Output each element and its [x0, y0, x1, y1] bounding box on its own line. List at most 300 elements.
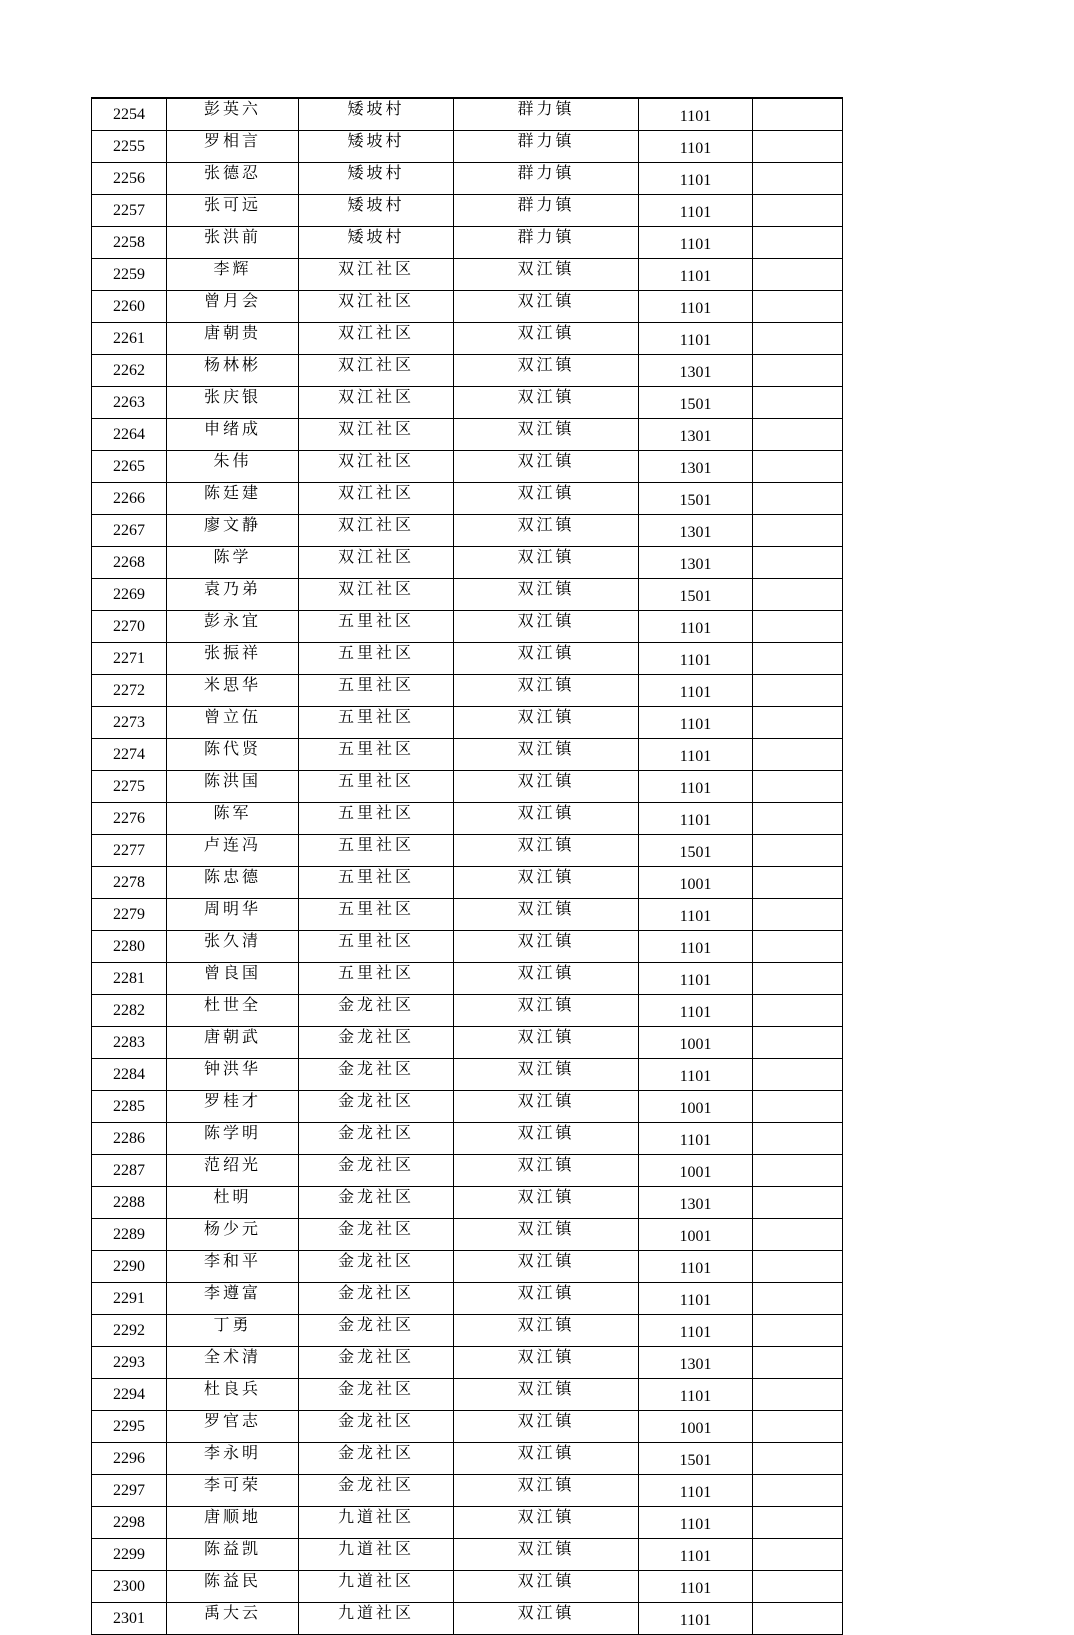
town-cell: 双江镇 [454, 1539, 639, 1571]
note-cell [753, 803, 843, 835]
table-row [92, 1251, 843, 1283]
town-cell: 双江镇 [454, 547, 639, 579]
name-cell: 陈廷建 [167, 483, 299, 515]
town-cell: 双江镇 [454, 1507, 639, 1539]
town-cell: 双江镇 [454, 643, 639, 675]
name-cell: 唐朝贵 [167, 323, 299, 355]
name-cell: 李可荣 [167, 1475, 299, 1507]
town-cell: 双江镇 [454, 355, 639, 387]
name-cell: 杨林彬 [167, 355, 299, 387]
table-row [92, 451, 843, 483]
note-cell [753, 771, 843, 803]
note-cell [753, 963, 843, 995]
village-cell: 九道社区 [299, 1603, 454, 1635]
town-cell: 双江镇 [454, 707, 639, 739]
town-cell: 双江镇 [454, 1219, 639, 1251]
row-number-cell: 2292 [92, 1315, 167, 1347]
code-cell: 1001 [639, 1027, 753, 1059]
code-cell: 1301 [639, 451, 753, 483]
table-row [92, 611, 843, 643]
village-cell: 矮坡村 [299, 195, 454, 227]
village-cell: 双江社区 [299, 579, 454, 611]
note-cell [753, 483, 843, 515]
village-cell: 矮坡村 [299, 131, 454, 163]
name-cell: 罗桂才 [167, 1091, 299, 1123]
town-cell: 双江镇 [454, 1251, 639, 1283]
village-cell: 金龙社区 [299, 1475, 454, 1507]
row-number-cell: 2294 [92, 1379, 167, 1411]
code-cell: 1101 [639, 675, 753, 707]
village-cell: 矮坡村 [299, 163, 454, 195]
note-cell [753, 1283, 843, 1315]
row-number-cell: 2285 [92, 1091, 167, 1123]
name-cell: 张振祥 [167, 643, 299, 675]
name-cell: 李遵富 [167, 1283, 299, 1315]
row-number-cell: 2258 [92, 227, 167, 259]
name-cell: 张可远 [167, 195, 299, 227]
town-cell: 群力镇 [454, 131, 639, 163]
town-cell: 双江镇 [454, 1571, 639, 1603]
table-row [92, 547, 843, 579]
table-row [92, 1347, 843, 1379]
name-cell: 范绍光 [167, 1155, 299, 1187]
note-cell [753, 835, 843, 867]
town-cell: 双江镇 [454, 867, 639, 899]
row-number-cell: 2259 [92, 259, 167, 291]
note-cell [753, 707, 843, 739]
records-table-body [92, 98, 843, 1635]
village-cell: 五里社区 [299, 707, 454, 739]
row-number-cell: 2301 [92, 1603, 167, 1635]
table-row [92, 579, 843, 611]
table-row [92, 195, 843, 227]
row-number-cell: 2283 [92, 1027, 167, 1059]
village-cell: 双江社区 [299, 547, 454, 579]
row-number-cell: 2290 [92, 1251, 167, 1283]
name-cell: 陈学明 [167, 1123, 299, 1155]
name-cell: 陈军 [167, 803, 299, 835]
town-cell: 双江镇 [454, 515, 639, 547]
note-cell [753, 387, 843, 419]
name-cell: 陈学 [167, 547, 299, 579]
note-cell [753, 1603, 843, 1635]
town-cell: 双江镇 [454, 963, 639, 995]
code-cell: 1101 [639, 323, 753, 355]
table-row [92, 1155, 843, 1187]
row-number-cell: 2260 [92, 291, 167, 323]
row-number-cell: 2256 [92, 163, 167, 195]
table-row [92, 643, 843, 675]
row-number-cell: 2270 [92, 611, 167, 643]
row-number-cell: 2268 [92, 547, 167, 579]
note-cell [753, 195, 843, 227]
village-cell: 双江社区 [299, 259, 454, 291]
code-cell: 1301 [639, 419, 753, 451]
village-cell: 双江社区 [299, 387, 454, 419]
row-number-cell: 2286 [92, 1123, 167, 1155]
note-cell [753, 1571, 843, 1603]
note-cell [753, 1539, 843, 1571]
row-number-cell: 2263 [92, 387, 167, 419]
code-cell: 1101 [639, 1475, 753, 1507]
town-cell: 双江镇 [454, 1059, 639, 1091]
note-cell [753, 1443, 843, 1475]
village-cell: 双江社区 [299, 483, 454, 515]
town-cell: 双江镇 [454, 419, 639, 451]
note-cell [753, 611, 843, 643]
row-number-cell: 2291 [92, 1283, 167, 1315]
note-cell [753, 131, 843, 163]
code-cell: 1101 [639, 899, 753, 931]
town-cell: 双江镇 [454, 931, 639, 963]
name-cell: 禹大云 [167, 1603, 299, 1635]
table-row [92, 355, 843, 387]
table-row [92, 1443, 843, 1475]
code-cell: 1501 [639, 387, 753, 419]
village-cell: 五里社区 [299, 899, 454, 931]
town-cell: 双江镇 [454, 1187, 639, 1219]
row-number-cell: 2274 [92, 739, 167, 771]
table-row [92, 931, 843, 963]
code-cell: 1101 [639, 1251, 753, 1283]
name-cell: 陈代贤 [167, 739, 299, 771]
row-number-cell: 2276 [92, 803, 167, 835]
town-cell: 双江镇 [454, 995, 639, 1027]
row-number-cell: 2255 [92, 131, 167, 163]
note-cell [753, 1091, 843, 1123]
note-cell [753, 291, 843, 323]
town-cell: 双江镇 [454, 1603, 639, 1635]
name-cell: 彭永宜 [167, 611, 299, 643]
row-number-cell: 2269 [92, 579, 167, 611]
name-cell: 钟洪华 [167, 1059, 299, 1091]
code-cell: 1101 [639, 131, 753, 163]
code-cell: 1101 [639, 771, 753, 803]
town-cell: 双江镇 [454, 1443, 639, 1475]
note-cell [753, 675, 843, 707]
note-cell [753, 451, 843, 483]
row-number-cell: 2299 [92, 1539, 167, 1571]
name-cell: 陈忠德 [167, 867, 299, 899]
records-table [91, 97, 843, 1635]
row-number-cell: 2257 [92, 195, 167, 227]
name-cell: 申绪成 [167, 419, 299, 451]
town-cell: 群力镇 [454, 195, 639, 227]
village-cell: 双江社区 [299, 291, 454, 323]
village-cell: 矮坡村 [299, 98, 454, 131]
note-cell [753, 1219, 843, 1251]
note-cell [753, 995, 843, 1027]
name-cell: 全术清 [167, 1347, 299, 1379]
note-cell [753, 355, 843, 387]
village-cell: 金龙社区 [299, 1187, 454, 1219]
note-cell [753, 227, 843, 259]
table-row [92, 227, 843, 259]
table-row [92, 1475, 843, 1507]
note-cell [753, 1027, 843, 1059]
town-cell: 群力镇 [454, 163, 639, 195]
note-cell [753, 419, 843, 451]
note-cell [753, 899, 843, 931]
code-cell: 1101 [639, 1571, 753, 1603]
row-number-cell: 2277 [92, 835, 167, 867]
name-cell: 曾立伍 [167, 707, 299, 739]
table-row [92, 707, 843, 739]
name-cell: 罗相言 [167, 131, 299, 163]
town-cell: 双江镇 [454, 1155, 639, 1187]
code-cell: 1301 [639, 1187, 753, 1219]
town-cell: 双江镇 [454, 323, 639, 355]
table-row [92, 291, 843, 323]
village-cell: 金龙社区 [299, 1155, 454, 1187]
row-number-cell: 2275 [92, 771, 167, 803]
name-cell: 曾月会 [167, 291, 299, 323]
table-row [92, 803, 843, 835]
note-cell [753, 1315, 843, 1347]
note-cell [753, 163, 843, 195]
name-cell: 杜良兵 [167, 1379, 299, 1411]
row-number-cell: 2264 [92, 419, 167, 451]
code-cell: 1501 [639, 835, 753, 867]
village-cell: 金龙社区 [299, 1411, 454, 1443]
table-row [92, 675, 843, 707]
note-cell [753, 1507, 843, 1539]
village-cell: 五里社区 [299, 931, 454, 963]
note-cell [753, 515, 843, 547]
code-cell: 1101 [639, 163, 753, 195]
table-row [92, 1219, 843, 1251]
village-cell: 九道社区 [299, 1539, 454, 1571]
village-cell: 五里社区 [299, 963, 454, 995]
name-cell: 陈益民 [167, 1571, 299, 1603]
note-cell [753, 1347, 843, 1379]
code-cell: 1101 [639, 707, 753, 739]
village-cell: 双江社区 [299, 451, 454, 483]
code-cell: 1101 [639, 931, 753, 963]
name-cell: 杜明 [167, 1187, 299, 1219]
row-number-cell: 2279 [92, 899, 167, 931]
code-cell: 1501 [639, 579, 753, 611]
village-cell: 金龙社区 [299, 1251, 454, 1283]
table-row [92, 1539, 843, 1571]
note-cell [753, 1379, 843, 1411]
note-cell [753, 739, 843, 771]
village-cell: 金龙社区 [299, 1219, 454, 1251]
name-cell: 李辉 [167, 259, 299, 291]
village-cell: 金龙社区 [299, 995, 454, 1027]
name-cell: 朱伟 [167, 451, 299, 483]
table-row [92, 835, 843, 867]
town-cell: 双江镇 [454, 1475, 639, 1507]
name-cell: 罗官志 [167, 1411, 299, 1443]
town-cell: 双江镇 [454, 259, 639, 291]
note-cell [753, 259, 843, 291]
town-cell: 双江镇 [454, 291, 639, 323]
town-cell: 双江镇 [454, 1315, 639, 1347]
code-cell: 1001 [639, 1091, 753, 1123]
table-row [92, 1283, 843, 1315]
town-cell: 双江镇 [454, 675, 639, 707]
row-number-cell: 2298 [92, 1507, 167, 1539]
town-cell: 双江镇 [454, 1347, 639, 1379]
village-cell: 双江社区 [299, 355, 454, 387]
note-cell [753, 579, 843, 611]
code-cell: 1101 [639, 1315, 753, 1347]
row-number-cell: 2254 [92, 98, 167, 131]
town-cell: 双江镇 [454, 483, 639, 515]
village-cell: 金龙社区 [299, 1123, 454, 1155]
code-cell: 1001 [639, 1155, 753, 1187]
village-cell: 九道社区 [299, 1571, 454, 1603]
village-cell: 双江社区 [299, 515, 454, 547]
village-cell: 双江社区 [299, 323, 454, 355]
code-cell: 1101 [639, 963, 753, 995]
note-cell [753, 323, 843, 355]
code-cell: 1101 [639, 995, 753, 1027]
table-row [92, 1379, 843, 1411]
name-cell: 唐朝武 [167, 1027, 299, 1059]
town-cell: 双江镇 [454, 1123, 639, 1155]
name-cell: 杨少元 [167, 1219, 299, 1251]
code-cell: 1101 [639, 98, 753, 131]
name-cell: 张洪前 [167, 227, 299, 259]
table-row [92, 963, 843, 995]
row-number-cell: 2295 [92, 1411, 167, 1443]
code-cell: 1101 [639, 803, 753, 835]
table-row [92, 1187, 843, 1219]
table-row [92, 771, 843, 803]
row-number-cell: 2282 [92, 995, 167, 1027]
name-cell: 陈洪国 [167, 771, 299, 803]
code-cell: 1101 [639, 1507, 753, 1539]
village-cell: 五里社区 [299, 611, 454, 643]
note-cell [753, 643, 843, 675]
name-cell: 唐顺地 [167, 1507, 299, 1539]
row-number-cell: 2271 [92, 643, 167, 675]
town-cell: 双江镇 [454, 451, 639, 483]
village-cell: 金龙社区 [299, 1379, 454, 1411]
table-row [92, 899, 843, 931]
code-cell: 1101 [639, 643, 753, 675]
table-row [92, 419, 843, 451]
note-cell [753, 1059, 843, 1091]
table-row [92, 483, 843, 515]
table-row [92, 995, 843, 1027]
code-cell: 1301 [639, 547, 753, 579]
name-cell: 彭英六 [167, 98, 299, 131]
table-row [92, 387, 843, 419]
village-cell: 金龙社区 [299, 1315, 454, 1347]
name-cell: 张庆银 [167, 387, 299, 419]
code-cell: 1101 [639, 195, 753, 227]
note-cell [753, 98, 843, 131]
table-row [92, 1603, 843, 1635]
code-cell: 1001 [639, 867, 753, 899]
table-row [92, 515, 843, 547]
row-number-cell: 2267 [92, 515, 167, 547]
code-cell: 1001 [639, 1219, 753, 1251]
note-cell [753, 1187, 843, 1219]
town-cell: 群力镇 [454, 98, 639, 131]
village-cell: 九道社区 [299, 1507, 454, 1539]
row-number-cell: 2300 [92, 1571, 167, 1603]
row-number-cell: 2262 [92, 355, 167, 387]
table-row [92, 323, 843, 355]
note-cell [753, 1251, 843, 1283]
village-cell: 金龙社区 [299, 1443, 454, 1475]
code-cell: 1501 [639, 483, 753, 515]
village-cell: 五里社区 [299, 867, 454, 899]
table-row [92, 867, 843, 899]
table-row [92, 1315, 843, 1347]
table-row [92, 98, 843, 131]
name-cell: 李永明 [167, 1443, 299, 1475]
row-number-cell: 2281 [92, 963, 167, 995]
town-cell: 双江镇 [454, 803, 639, 835]
row-number-cell: 2287 [92, 1155, 167, 1187]
name-cell: 张德忍 [167, 163, 299, 195]
village-cell: 五里社区 [299, 771, 454, 803]
code-cell: 1501 [639, 1443, 753, 1475]
row-number-cell: 2266 [92, 483, 167, 515]
name-cell: 曾良国 [167, 963, 299, 995]
code-cell: 1101 [639, 1123, 753, 1155]
village-cell: 五里社区 [299, 675, 454, 707]
table-row [92, 739, 843, 771]
name-cell: 廖文静 [167, 515, 299, 547]
name-cell: 丁勇 [167, 1315, 299, 1347]
name-cell: 卢连冯 [167, 835, 299, 867]
note-cell [753, 1123, 843, 1155]
table-row [92, 1411, 843, 1443]
note-cell [753, 1475, 843, 1507]
village-cell: 矮坡村 [299, 227, 454, 259]
note-cell [753, 931, 843, 963]
name-cell: 周明华 [167, 899, 299, 931]
code-cell: 1101 [639, 227, 753, 259]
name-cell: 陈益凯 [167, 1539, 299, 1571]
town-cell: 双江镇 [454, 1411, 639, 1443]
table-row [92, 1571, 843, 1603]
village-cell: 金龙社区 [299, 1347, 454, 1379]
code-cell: 1101 [639, 1539, 753, 1571]
table-row [92, 1123, 843, 1155]
town-cell: 双江镇 [454, 1379, 639, 1411]
row-number-cell: 2280 [92, 931, 167, 963]
name-cell: 袁乃弟 [167, 579, 299, 611]
table-row [92, 1507, 843, 1539]
name-cell: 李和平 [167, 1251, 299, 1283]
town-cell: 双江镇 [454, 1091, 639, 1123]
name-cell: 张久清 [167, 931, 299, 963]
row-number-cell: 2293 [92, 1347, 167, 1379]
name-cell: 米思华 [167, 675, 299, 707]
row-number-cell: 2297 [92, 1475, 167, 1507]
town-cell: 双江镇 [454, 387, 639, 419]
table-row [92, 259, 843, 291]
name-cell: 杜世全 [167, 995, 299, 1027]
village-cell: 金龙社区 [299, 1027, 454, 1059]
village-cell: 金龙社区 [299, 1059, 454, 1091]
code-cell: 1301 [639, 1347, 753, 1379]
code-cell: 1101 [639, 739, 753, 771]
town-cell: 双江镇 [454, 899, 639, 931]
town-cell: 双江镇 [454, 1027, 639, 1059]
table-row [92, 1027, 843, 1059]
village-cell: 五里社区 [299, 643, 454, 675]
town-cell: 双江镇 [454, 579, 639, 611]
town-cell: 群力镇 [454, 227, 639, 259]
